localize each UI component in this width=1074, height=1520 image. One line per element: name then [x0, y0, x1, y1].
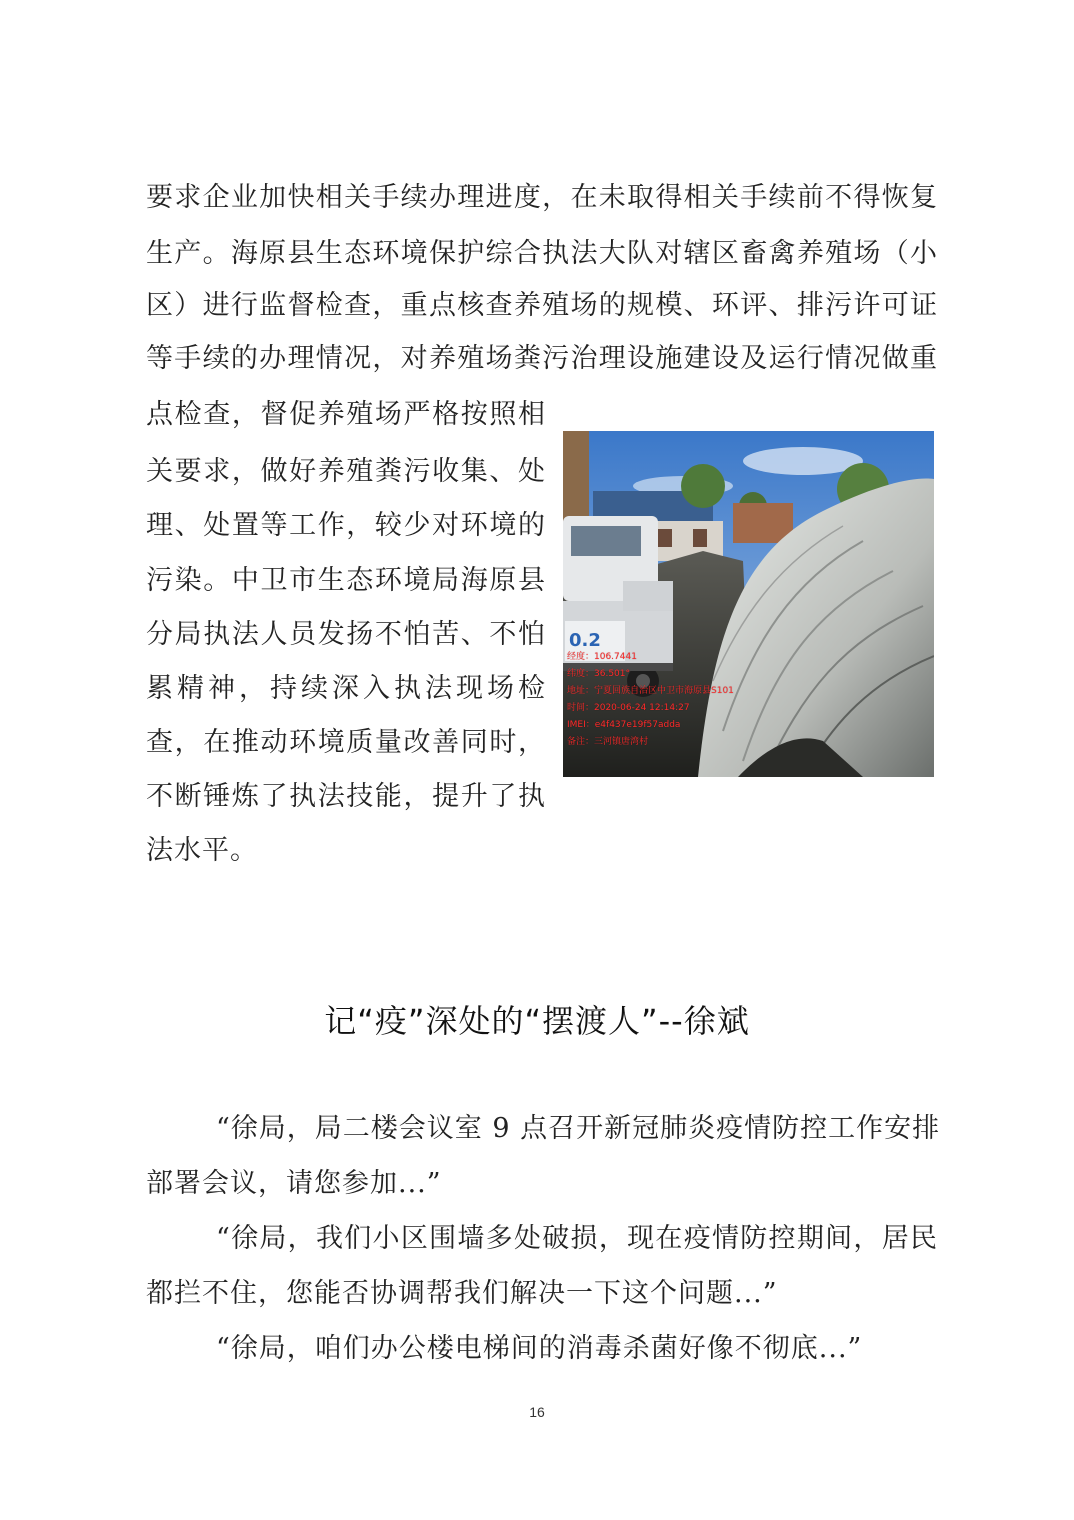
body-text-line: 不断锤炼了执法技能，提升了执 — [146, 781, 546, 812]
geotag-remark: 备注：三河镇唐湾村 — [567, 737, 649, 747]
geotag-latitude: 纬度：36.501° — [567, 669, 630, 679]
body-text-line: “徐局，我们小区围墙多处破损，现在疫情防控期间，居民 — [216, 1223, 938, 1254]
body-text-line: 都拦不住，您能否协调帮我们解决一下这个问题...” — [146, 1278, 778, 1309]
page-number: 16 — [529, 1404, 545, 1420]
body-text-line: 分局执法人员发扬不怕苦、不怕 — [146, 619, 546, 650]
body-text-line: “徐局，咱们办公楼电梯间的消毒杀菌好像不彻底...” — [216, 1333, 863, 1364]
photo-geotag-overlay — [567, 649, 734, 751]
article-title: 记“疫”深处的“摆渡人”--徐斌 — [324, 1002, 750, 1040]
body-text-line: 累精神，持续深入执法现场检 — [146, 673, 546, 704]
geotag-time: 时间：2020-06-24 12:14:27 — [567, 703, 690, 713]
body-text-line: 查，在推动环境质量改善同时， — [146, 727, 546, 758]
geotag-imei: IMEI：e4f437e19f57adda — [567, 720, 681, 730]
body-text-line: “徐局，局二楼会议室 9 点召开新冠肺炎疫情防控工作安排 — [216, 1113, 941, 1144]
body-text-line: 点检查，督促养殖场严格按照相 — [146, 399, 546, 430]
body-text-line: 理、处置等工作，较少对环境的 — [146, 510, 546, 541]
body-text-line: 部署会议，请您参加...” — [146, 1168, 442, 1199]
body-text-line: 污染。中卫市生态环境局海原县 — [146, 565, 546, 596]
body-text-line: 法水平。 — [146, 835, 258, 866]
body-text-line: 生产。海原县生态环境保护综合执法大队对辖区畜禽养殖场（小 — [146, 238, 938, 269]
geotag-address: 地址：宁夏回族自治区中卫市海原县S101 — [567, 686, 734, 696]
body-text-line: 关要求，做好养殖粪污收集、处 — [146, 456, 546, 487]
inspection-photo — [563, 431, 934, 777]
body-text-line: 区）进行监督检查，重点核查养殖场的规模、环评、排污许可证 — [146, 290, 938, 321]
geotag-longitude: 经度：106.7441 — [567, 652, 637, 662]
body-text-line: 要求企业加快相关手续办理进度，在未取得相关手续前不得恢复 — [146, 182, 938, 213]
body-text-line: 等手续的办理情况，对养殖场粪污治理设施建设及运行情况做重 — [146, 343, 938, 374]
svg-text:0.2: 0.2 — [569, 630, 601, 651]
